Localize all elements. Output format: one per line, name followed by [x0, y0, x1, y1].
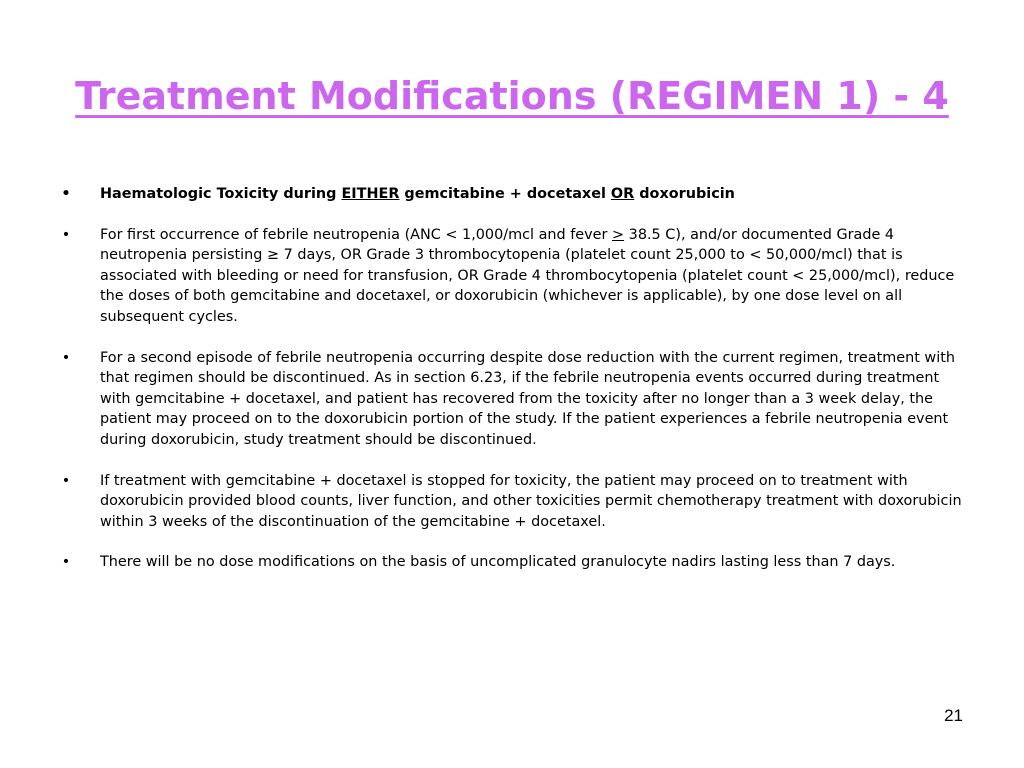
slide-title — [0, 70, 1024, 122]
bullet-item-first-occurrence — [58, 225, 970, 328]
bullet-item-second-episode — [58, 348, 970, 451]
page-number: 21 — [944, 706, 963, 725]
bullet-5-text: There will be no dose modifications on the basis of uncomplicated granulocyte nadirs lasting less than 7 days. — [100, 554, 896, 571]
bullet-dot-icon: • — [61, 186, 71, 202]
bullet-item-no-dose-modifications — [58, 552, 970, 573]
bullet-4-text: If treatment with gemcitabine + docetaxel is stopped for toxicity, the patient may proceed on to treatment with doxorubicin provided blood counts, liver function, and other toxicities permit chemotherapy treatment with doxorubicin within 3 weeks of the discontinuation of the gemcitabine + docetaxel. — [100, 472, 962, 530]
bullet-dot-icon: • — [61, 472, 71, 489]
bullet-1-text-b: gemcitabine + docetaxel — [399, 186, 611, 202]
bullet-2-text-b: 38.5 C), and/or documented Grade 4 neutropenia persisting ≥ 7 days, OR Grade 3 thrombocytopenia (platelet count 25,000 to < 50,000/mcl) that is associated with bleeding or need for transfusion, OR Grade 4 thrombocytopenia (platelet count < 25,000/mcl), reduce the doses of both gemcitabine and docetaxel, or doxorubicin (whichever is applicable), by one dose level on all subsequent cycles. — [100, 226, 955, 325]
bullet-1-either: EITHER — [341, 186, 400, 202]
bullet-dot-icon: • — [61, 226, 71, 243]
bullet-item-haematologic-toxicity — [58, 184, 970, 205]
bullet-2-greater-symbol: > — [612, 226, 625, 243]
bullet-dot-icon: • — [61, 349, 71, 366]
bullet-1-text-a: Haematologic Toxicity during — [100, 186, 342, 202]
bullet-3-text: For a second episode of febrile neutropenia occurring despite dose reduction with the current regimen, treatment with that regimen should be discontinued. As in section 6.23, if the febrile neutropenia events occurred during treatment with gemcitabine + docetaxel, and patient has recovered from the toxicity after no longer than a 3 week delay, the patient may proceed on to the doxorubicin portion of the study. If the patient experiences a febrile neutropenia event during doxorubicin, study treatment should be discontinued. — [100, 349, 955, 448]
bullet-item-stopped-for-toxicity — [58, 471, 970, 533]
bullet-1-or: OR — [610, 186, 635, 202]
bullet-1-text-c: doxorubicin — [634, 186, 735, 202]
bullet-2-text-a: For first occurrence of febrile neutropenia (ANC < 1,000/mcl and fever — [100, 226, 613, 243]
slide-title-text: Treatment Modifications (REGIMEN 1) - 4 — [75, 74, 949, 118]
bullet-dot-icon: • — [61, 554, 71, 571]
bullet-list — [58, 184, 970, 593]
